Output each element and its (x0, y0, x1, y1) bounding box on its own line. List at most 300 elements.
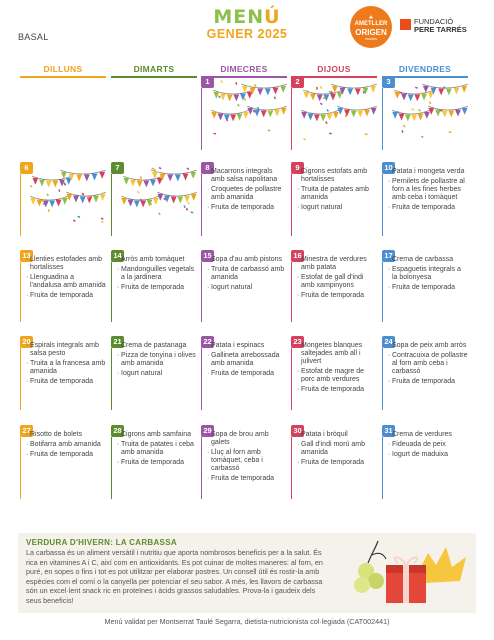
confetti-piece (183, 205, 185, 208)
day-cell-22 (201, 336, 287, 420)
bunting-flag (233, 94, 239, 101)
day-divider-line (382, 348, 383, 410)
title-accent: Ú (264, 6, 281, 28)
confetti-piece (418, 109, 421, 112)
day-divider-line (201, 174, 202, 236)
confetti-piece (48, 209, 50, 212)
holiday-bunting-illustration (121, 166, 197, 228)
bunting-flag (424, 112, 430, 119)
day-cell-31 (382, 425, 468, 509)
bunting-flag (428, 108, 434, 115)
meal-item: · Fruita de temporada (26, 292, 106, 300)
bunting-flag (211, 112, 217, 119)
bunting-flag (418, 114, 424, 121)
weekday-header-row (20, 64, 474, 76)
meal-item: · Sopa de peix amb arròs (388, 342, 468, 350)
confetti-piece (187, 202, 189, 205)
meal-item: · Lluç al forn amb tomàquet, ceba i carbassó (207, 449, 287, 473)
day-divider-line (382, 262, 383, 322)
confetti-piece (421, 136, 424, 139)
meal-item: · Fruita de temporada (207, 370, 287, 378)
confetti-piece (303, 138, 306, 141)
bunting-flag (357, 110, 363, 117)
day-cell-16 (291, 250, 377, 332)
meal-list (117, 431, 197, 469)
day-cell-17 (382, 250, 468, 332)
weekday-label: DIMECRES (220, 64, 268, 74)
meal-item: · Espaguetis integrals a la bolonyesa (388, 266, 468, 282)
day-cell-30 (291, 425, 377, 509)
bunting-flag (140, 200, 146, 207)
day-cell-20 (20, 336, 106, 420)
meal-item: · Truita de patates amb amanida (297, 186, 377, 202)
bunting-flag (150, 180, 156, 187)
page-title (190, 6, 304, 41)
holiday-bunting-illustration (211, 80, 287, 142)
day-divider-line (20, 437, 21, 499)
confetti-piece (325, 121, 328, 124)
meal-list (207, 168, 287, 214)
confetti-piece (274, 96, 276, 99)
bunting-flag (46, 180, 52, 187)
meal-item: · Fruita de temporada (297, 386, 377, 394)
bunting-flag (56, 200, 62, 207)
bunting-flag (134, 200, 140, 207)
day-divider-line (20, 262, 21, 322)
bunting-flag (49, 200, 55, 207)
bunting-flag (130, 180, 136, 187)
meal-item: · Mongetes blanques saltejades amb all i julivert (297, 342, 377, 366)
bunting-flag (330, 94, 336, 101)
bunting-flag (461, 86, 467, 93)
bunting-string (60, 170, 106, 174)
bunting-flag (86, 196, 92, 203)
bunting-flag (37, 200, 43, 207)
confetti-piece (220, 80, 222, 83)
bunting-flag (220, 94, 226, 101)
confetti-piece (158, 212, 160, 215)
bunting-flag (405, 114, 411, 121)
weekday-underline (20, 76, 106, 78)
bunting-flag (281, 108, 287, 115)
confetti-piece (415, 87, 418, 89)
bunting-string (151, 170, 197, 174)
bunting-flag (411, 114, 417, 121)
meal-item: · Cigrons estofats amb hortalisses (297, 168, 377, 184)
bunting-flag (167, 174, 173, 181)
bunting-flag (332, 86, 338, 93)
confetti-piece (268, 129, 271, 132)
day-number-badge: 1 (201, 76, 214, 88)
bunting-flag (73, 196, 79, 203)
bunting-flag (80, 196, 86, 203)
meal-item: · Arròs amb tomàquet (117, 256, 197, 264)
logo-big-1: AMETLLER (354, 21, 388, 27)
bunting-flag (401, 94, 407, 101)
bunting-flag (190, 172, 196, 179)
meal-item: · Truita de patates i ceba amb amanida (117, 441, 197, 457)
day-divider-line (291, 88, 292, 150)
meal-list (388, 431, 468, 461)
confetti-piece (323, 97, 326, 99)
confetti-piece (440, 110, 443, 112)
pumpkin-gift-illustration (328, 535, 474, 611)
day-number-badge: 10 (382, 162, 395, 174)
bunting-flag (184, 196, 190, 203)
bunting-flag (442, 110, 448, 117)
fundacio-line2: PERE TARRÉS (414, 24, 467, 34)
bunting-flag (175, 174, 181, 181)
confetti-piece (218, 96, 221, 99)
weekday-underline (111, 76, 197, 78)
bunting-flag (308, 114, 314, 121)
bunting-flag (92, 174, 98, 181)
bunting-flag (66, 194, 72, 201)
bunting-flag (76, 174, 82, 181)
day-number-badge: 28 (111, 425, 124, 437)
confetti-piece (46, 194, 49, 197)
bunting-flag (399, 114, 405, 121)
day-cell-7 (111, 162, 197, 246)
day-number-badge: 31 (382, 425, 395, 437)
bunting-flag (371, 108, 377, 115)
confetti-piece (235, 82, 237, 85)
bunting-flag (177, 196, 183, 203)
confetti-piece (154, 169, 156, 172)
bunting-flag (273, 88, 279, 95)
bunting-flag (30, 198, 36, 205)
meal-list (207, 431, 287, 485)
day-number-badge: 29 (201, 425, 214, 437)
title-prefix: MEN (213, 6, 265, 28)
bunting-flag (61, 172, 67, 179)
day-cell-8 (201, 162, 287, 246)
meal-item: · Truita de carbassó amb amanida (207, 266, 287, 282)
meal-list (207, 256, 287, 294)
bunting-flag (355, 88, 361, 95)
bunting-flag (310, 94, 316, 101)
meal-list (297, 168, 377, 214)
bunting-flag (242, 86, 248, 93)
holiday-bunting-illustration (301, 80, 377, 142)
day-divider-line (201, 348, 202, 410)
ametller-origen-logo (350, 6, 392, 48)
bunting-flag (314, 114, 320, 121)
holiday-bunting-illustration (392, 80, 468, 142)
day-divider-line (382, 437, 383, 499)
meal-item: · Espirals integrals amb salsa pesto (26, 342, 106, 358)
day-divider-line (291, 348, 292, 410)
meal-item: · Iogurt de maduixa (388, 451, 468, 459)
menu-type-label: BASAL (18, 32, 49, 42)
bunting-flag (100, 194, 106, 201)
holiday-bunting-illustration (30, 166, 106, 228)
bunting-flag (265, 88, 271, 95)
bunting-flag (320, 114, 326, 121)
bunting-flag (317, 94, 323, 101)
page-header (0, 0, 494, 62)
bunting-flag (143, 180, 149, 187)
day-cell-6 (20, 162, 106, 246)
meal-list (297, 431, 377, 469)
day-divider-line (201, 262, 202, 322)
day-number-badge: 17 (382, 250, 395, 262)
confetti-piece (137, 191, 140, 193)
confetti-piece (399, 92, 402, 94)
bunting-flag (121, 198, 127, 205)
meal-list (26, 431, 106, 461)
confetti-piece (402, 130, 404, 133)
bunting-flag (347, 88, 353, 95)
day-number-badge: 7 (111, 162, 124, 174)
logo-big-2: ORIGEN (355, 28, 387, 37)
day-divider-line (291, 437, 292, 499)
day-number-badge: 24 (382, 336, 395, 348)
bunting-flag (243, 112, 249, 119)
day-number-badge: 13 (20, 250, 33, 262)
bunting-flag (254, 110, 260, 117)
meal-list (117, 256, 197, 294)
bunting-flag (257, 88, 263, 95)
day-number-badge: 9 (291, 162, 304, 174)
confetti-piece (316, 87, 318, 90)
meal-item: · Botifarra amb amanida (26, 441, 106, 449)
day-cell-1 (201, 76, 287, 160)
meal-list (297, 256, 377, 302)
bunting-flag (274, 110, 280, 117)
confetti-piece (449, 131, 452, 133)
bunting-flag (247, 108, 253, 115)
bunting-flag (230, 114, 236, 121)
bunting-flag (303, 92, 309, 99)
day-number-badge: 14 (111, 250, 124, 262)
day-divider-line (111, 174, 112, 236)
confetti-piece (365, 133, 368, 135)
day-number-badge: 23 (291, 336, 304, 348)
meal-item: · Pizza de tonyina i olives amb amanida (117, 352, 197, 368)
meal-item: · Fruita de temporada (26, 378, 106, 386)
bunting-flag (153, 198, 159, 205)
bunting-flag (351, 110, 357, 117)
confetti-piece (186, 208, 188, 211)
day-divider-line (111, 348, 112, 410)
day-number-badge: 3 (382, 76, 395, 88)
meal-item: · Crema de carbassa (388, 256, 468, 264)
day-divider-line (20, 348, 21, 410)
meal-item: · Patata i mongeta verda (388, 168, 468, 176)
day-number-badge: 27 (20, 425, 33, 437)
bunting-flag (301, 112, 307, 119)
confetti-piece (254, 84, 257, 87)
day-number-badge: 21 (111, 336, 124, 348)
day-cell-21 (111, 336, 197, 420)
meal-item: · Crema de verdures (388, 431, 468, 439)
bunting-flag (392, 112, 398, 119)
bunting-string (331, 84, 377, 88)
bunting-flag (157, 194, 163, 201)
day-number-badge: 15 (201, 250, 214, 262)
confetti-piece (186, 167, 189, 170)
day-divider-line (291, 174, 292, 236)
weekday-label: DIMARTS (133, 64, 175, 74)
meal-item: · Sopa de brou amb galets (207, 431, 287, 447)
meal-list (26, 342, 106, 388)
day-cell-2 (291, 76, 377, 160)
bunting-flag (462, 108, 468, 115)
bunting-flag (408, 94, 414, 101)
meal-item: · Patata i espinacs (207, 342, 287, 350)
day-number-badge: 16 (291, 250, 304, 262)
confetti-piece (244, 98, 247, 101)
confetti-piece (101, 218, 104, 220)
seasonal-tip-text: La carbassa és un aliment versàtil i nutritiu que aporta nombrosos beneficis per a la salut. És rica en vitamines A i C, així com en antioxidants. Es pot cuinar de moltes maneres: al forn, en puré, en sopes o fins i tot es pot utilitzar per elaborar postres. Un consell útil és rostir-la amb espècies com el comí o la canyella per potenciar el seu sabor. A més, les llavors de carbassa són un excel·lent snack ric en proteïnes i àcids grassos saludables. Prova-la i gaudeix dels seus beneficis! (26, 548, 323, 605)
meal-item: · Fruita de temporada (117, 284, 197, 292)
bunting-flag (52, 180, 58, 187)
day-cell-14 (111, 250, 197, 332)
meal-item: · Sopa d'au amb pistons (207, 256, 287, 264)
confetti-piece (411, 108, 414, 111)
day-number-badge: 30 (291, 425, 304, 437)
meal-item: · Estofat de magre de porc amb verdures (297, 368, 377, 384)
confetti-piece (403, 125, 406, 128)
meal-item: · Crema de pastanaga (117, 342, 197, 350)
meal-item: · Macarrons integrals amb salsa napolitana (207, 168, 287, 184)
bunting-flag (337, 108, 343, 115)
day-cell-9 (291, 162, 377, 246)
bunting-flag (370, 86, 376, 93)
day-cell-10 (382, 162, 468, 246)
bunting-flag (183, 174, 189, 181)
meal-list (207, 342, 287, 380)
bunting-flag (448, 110, 454, 117)
confetti-piece (257, 107, 259, 110)
bunting-flag (218, 114, 224, 121)
fundacio-logo-square (400, 19, 411, 30)
bunting-flag (128, 200, 134, 207)
meal-item: · Fruita de temporada (117, 459, 197, 467)
meal-item: · Iogurt natural (207, 284, 287, 292)
day-divider-line (201, 437, 202, 499)
bunting-flag (414, 94, 420, 101)
day-cell-24 (382, 336, 468, 420)
day-divider-line (291, 262, 292, 322)
confetti-piece (159, 167, 162, 169)
meal-item: · Fruita de temporada (297, 292, 377, 300)
day-cell-13 (20, 250, 106, 332)
footer-validation-note: Menú validat per Montserrat Taulé Segarra, dietista-nutricionista col·legiada (CAT002441) (104, 617, 390, 626)
confetti-piece (140, 176, 142, 179)
meal-item: · Patata i bròquil (297, 431, 377, 439)
bunting-flag (446, 88, 452, 95)
meal-list (297, 342, 377, 396)
confetti-piece (320, 103, 323, 106)
meal-item: · Fruita de temporada (207, 475, 287, 483)
day-cell-23 (291, 336, 377, 420)
logo-small-text: ☘ (368, 15, 374, 20)
confetti-piece (213, 133, 216, 135)
day-cell-27 (20, 425, 106, 509)
bunting-flag (227, 94, 233, 101)
weekday-dimarts (111, 64, 197, 78)
meal-item: · Llenguadina a l'andalusa amb amanida (26, 274, 106, 290)
fundacio-logo-text (414, 18, 467, 33)
confetti-piece (101, 221, 104, 224)
confetti-piece (320, 86, 322, 89)
meal-item: · Croquetes de pollastre amb amanida (207, 186, 287, 202)
confetti-piece (58, 189, 60, 192)
day-divider-line (20, 174, 21, 236)
title-main (190, 6, 304, 28)
weekday-dilluns (20, 64, 106, 78)
bunting-flag (455, 110, 461, 117)
bunting-flag (62, 198, 68, 205)
bunting-flag (213, 92, 219, 99)
bunting-flag (171, 196, 177, 203)
meal-list (388, 342, 468, 388)
meal-item: · Minestra de verdures amb patata (297, 256, 377, 272)
day-cell-28 (111, 425, 197, 509)
day-number-badge: 8 (201, 162, 214, 174)
bunting-flag (237, 114, 243, 121)
day-divider-line (382, 88, 383, 150)
day-divider-line (111, 437, 112, 499)
weekday-label: DIJOUS (317, 64, 351, 74)
confetti-piece (191, 211, 194, 213)
day-number-badge: 2 (291, 76, 304, 88)
bunting-flag (152, 172, 158, 179)
meal-item: · Gall d'indi morú amb amanida (297, 441, 377, 457)
weekday-label: DIVENDRES (398, 64, 452, 74)
meal-item: · Contracuixa de pollastre al forn amb ceba i carbassó (388, 352, 468, 376)
confetti-piece (326, 109, 329, 112)
bunting-flag (423, 86, 429, 93)
seasonal-tip-box (18, 533, 476, 613)
bunting-flag (333, 112, 339, 119)
confetti-piece (152, 168, 155, 170)
confetti-piece (73, 219, 76, 222)
meal-item: · Fruita de temporada (297, 459, 377, 467)
bunting-flag (99, 172, 105, 179)
confetti-piece (30, 185, 33, 188)
bunting-flag (344, 110, 350, 117)
meal-list (388, 256, 468, 294)
meal-item: · Fruita de temporada (388, 204, 468, 212)
bunting-flag (454, 88, 460, 95)
day-cell-29 (201, 425, 287, 509)
meal-item: · Estofat de gall d'indi amb xampinyons (297, 274, 377, 290)
bunting-flag (93, 196, 99, 203)
meal-item: · Fideuada de peix (388, 441, 468, 449)
day-divider-line (111, 262, 112, 322)
confetti-piece (329, 133, 332, 135)
bunting-flag (327, 114, 333, 121)
fundacio-line1: FUNDACIÓ (414, 17, 454, 26)
bunting-flag (137, 180, 143, 187)
day-number-badge: 6 (20, 162, 33, 174)
bunting-flag (394, 92, 400, 99)
crown-icon (420, 547, 466, 583)
bunting-flag (147, 200, 153, 207)
meal-item: · Llenties estofades amb hortalisses (26, 256, 106, 272)
meal-item: · Gallineta arrebossada amb amanida (207, 352, 287, 368)
bunting-flag (261, 110, 267, 117)
meal-item: · Iogurt natural (297, 204, 377, 212)
meal-item: · Truita a la francesa amb amanida (26, 360, 106, 376)
bunting-flag (32, 178, 38, 185)
confetti-piece (149, 203, 152, 205)
bunting-flag (123, 178, 129, 185)
day-cell-3 (382, 76, 468, 160)
